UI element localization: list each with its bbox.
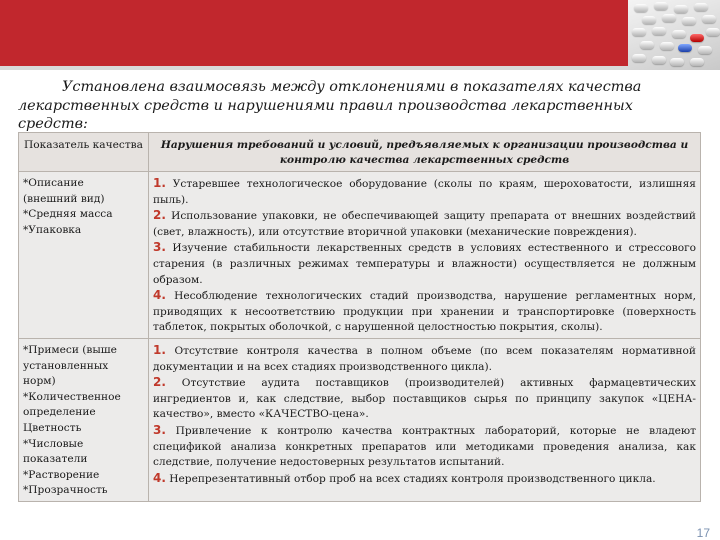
header-violations: Нарушения требований и условий, предъявляемых к организации производства и контролю качества лекарственных средств <box>149 133 701 172</box>
page-number: 17 <box>696 526 710 540</box>
list-item: 2. Использование упаковки, не обеспечивающей защиту препарата от внешних воздействий (свет, влажность), или отсутствие вторичной упаковки (механические повреждения). <box>153 208 696 238</box>
indicators-cell: *Примеси (выше установленных норм) *Количественное определение Цветность *Числовые показатели *Растворение *Прозрачность <box>19 338 149 501</box>
indicators-cell: *Описание (внешний вид) *Средняя масса *Упаковка <box>19 172 149 339</box>
top-banner <box>0 0 628 66</box>
list-item: 3. Привлечение к контролю качества контрактных лабораторий, которые не владеют спецификой анализа конкретных препаратов или методиками проведения анализа, как следствие, получение недостоверных результатов испытаний. <box>153 422 696 469</box>
list-item: 4. Несоблюдение технологических стадий производства, нарушение регламентных норм, приводящих к несоответствию продукции при хранении и транспортировке (поверхность таблеток, покрытых оболочкой, с нарушенной целостностью покрытия, сколы). <box>153 288 696 334</box>
list-item: 4. Нерепрезентативный отбор проб на всех стадиях контроля производственного цикла. <box>153 470 656 485</box>
table-row <box>19 172 701 339</box>
list-item: 3. Изучение стабильности лекарственных средств в условиях естественного и стрессового старения (в различных режимах температуры и влажности) осуществляется не должным образом. <box>153 240 696 286</box>
list-item: 1. Устаревшее технологическое оборудование (сколы по краям, шероховатости, излишняя пыль). <box>153 176 696 206</box>
list-item: 2. Отсутствие аудита поставщиков (производителей) активных фармацевтических ингредиентов и, как следствие, выбор поставщиков сырья по принципу закупок «ЦЕНА-качество», вместо «КАЧЕСТВО-цена». <box>153 375 696 421</box>
header-quality-indicator: Показатель качества <box>19 133 149 172</box>
violations-cell <box>149 338 701 501</box>
banner-divider <box>0 66 628 70</box>
list-item: 1. Отсутствие контроля качества в полном объеме (по всем показателям нормативной документации и на всех стадиях производственного цикла). <box>153 342 696 373</box>
quality-violations-table <box>18 132 701 502</box>
intro-text: Установлена взаимосвязь между отклонениями в показателях качества лекарственных средств и нарушениями правил производства лекарственных средств: <box>18 79 642 132</box>
table-header-row <box>19 133 701 172</box>
pills-image <box>628 0 720 70</box>
table-row <box>19 338 701 501</box>
violations-cell <box>149 172 701 339</box>
